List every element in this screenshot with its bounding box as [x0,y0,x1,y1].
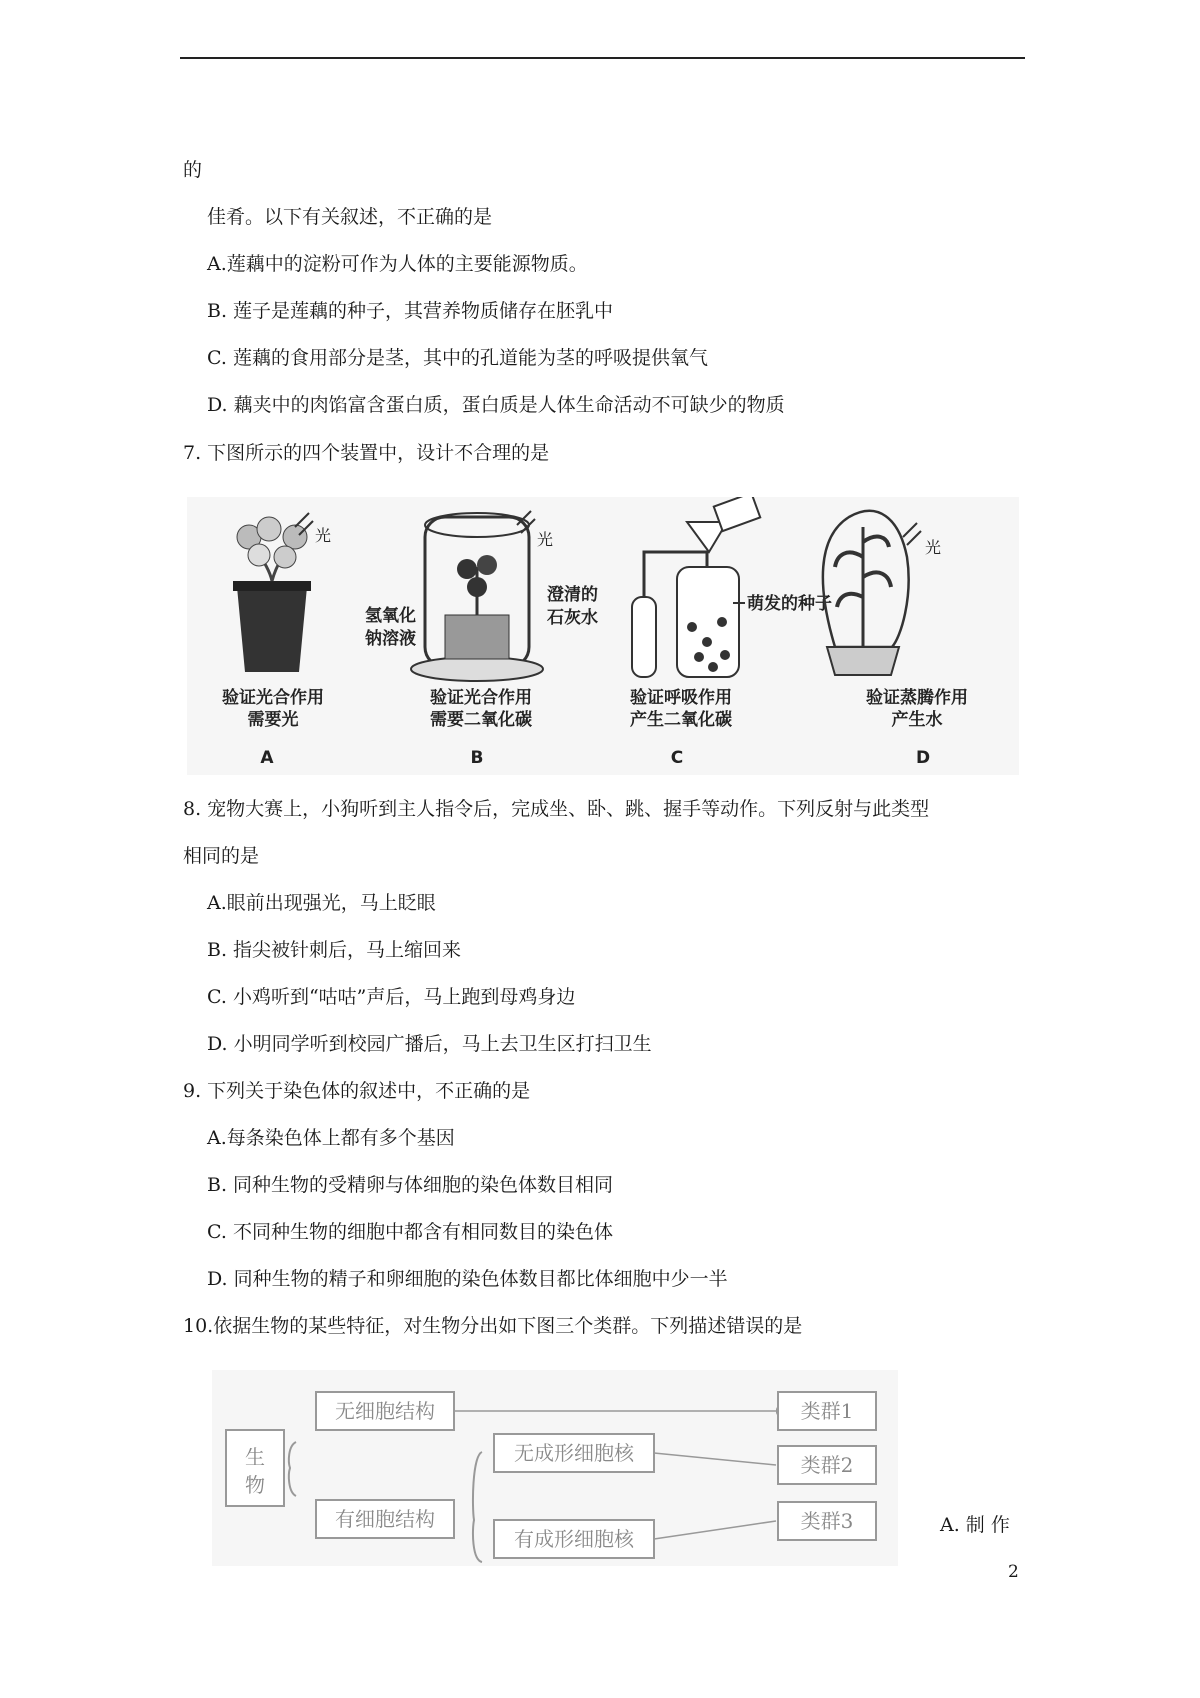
question-8-line2: 相同的是 [183,845,260,867]
question-8-line1: 8. 宠物大赛上，小狗听到主人指令后，完成坐、卧、跳、握手等动作。下列反射与此类型 [183,798,930,820]
q9-option-a: A.每条染色体上都有多个基因 [207,1127,455,1149]
text-line: 的 [183,159,203,181]
light-label-a: 光 [315,526,332,545]
seeds-label: 萌发的种子 [747,594,832,614]
light-label-b: 光 [537,530,554,549]
q8-option-b: B. 指尖被针刺后，马上缩回来 [207,939,462,961]
box-has-cell-text: 有细胞结构 [335,1507,435,1531]
q8-option-a: A.眼前出现强光，马上眨眼 [207,892,436,914]
caption-b-line1: 验证光合作用 [430,688,532,708]
box-group2-text: 类群2 [800,1453,854,1477]
q6-option-c: C. 莲藕的食用部分是茎，其中的孔道能为茎的呼吸提供氧气 [207,347,708,369]
light-label-d: 光 [925,538,942,557]
q10-option-a-start: A. 制 作 [940,1514,1010,1536]
caption-b-line2: 需要二氧化碳 [430,710,532,730]
panel-letter-b: B [470,748,484,768]
caption-c-line2: 产生二氧化碳 [630,710,732,730]
caption-c-line1: 验证呼吸作用 [630,688,732,708]
caption-d-line1: 验证蒸腾作用 [866,688,968,708]
text-line: 佳肴。以下有关叙述，不正确的是 [207,206,493,228]
box-organism-text2: 物 [245,1473,265,1497]
q6-option-a: A.莲藕中的淀粉可作为人体的主要能源物质。 [207,253,588,275]
limewater-label-line2: 石灰水 [547,608,598,628]
page-number: 2 [1008,1562,1019,1582]
q8-option-c: C. 小鸡听到“咕咕”声后，马上跑到母鸡身边 [207,986,576,1008]
question-7: 7. 下图所示的四个装置中，设计不合理的是 [183,442,550,464]
caption-a-line1: 验证光合作用 [222,688,324,708]
figure-7 [187,497,1019,775]
question-9: 9. 下列关于染色体的叙述中，不正确的是 [183,1080,531,1102]
caption-d-line2: 产生水 [891,710,943,730]
figure-10 [212,1370,898,1566]
panel-letter-a: A [260,748,274,768]
naoh-label-line2: 钠溶液 [365,629,416,649]
box-no-nucleus-text: 无成形细胞核 [514,1441,634,1465]
question-10: 10.依据生物的某些特征，对生物分出如下图三个类群。下列描述错误的是 [183,1315,803,1337]
panel-letter-d: D [915,748,931,768]
panel-letter-c: C [670,748,684,768]
apparatus-a [233,513,313,672]
limewater-label-line1: 澄清的 [547,585,598,605]
box-no-cell-text: 无细胞结构 [335,1399,435,1423]
q6-option-b: B. 莲子是莲藕的种子，其营养物质储存在胚乳中 [207,300,614,322]
q6-option-d: D. 藕夹中的肉馅富含蛋白质，蛋白质是人体生命活动不可缺少的物质 [207,394,785,416]
box-group3-text: 类群3 [800,1509,854,1533]
naoh-label-line1: 氢氧化 [365,606,416,626]
q9-option-d: D. 同种生物的精子和卵细胞的染色体数目都比体细胞中少一半 [207,1268,728,1290]
box-organism-text1: 生 [245,1445,265,1469]
q9-option-c: C. 不同种生物的细胞中都含有相同数目的染色体 [207,1221,613,1243]
box-has-nucleus-text: 有成形细胞核 [514,1527,634,1551]
q8-option-d: D. 小明同学听到校园广播后，马上去卫生区打扫卫生 [207,1033,652,1055]
box-group1-text: 类群1 [800,1399,854,1423]
header-rule [180,57,1025,59]
caption-a-line2: 需要光 [247,710,299,730]
q9-option-b: B. 同种生物的受精卵与体细胞的染色体数目相同 [207,1174,614,1196]
